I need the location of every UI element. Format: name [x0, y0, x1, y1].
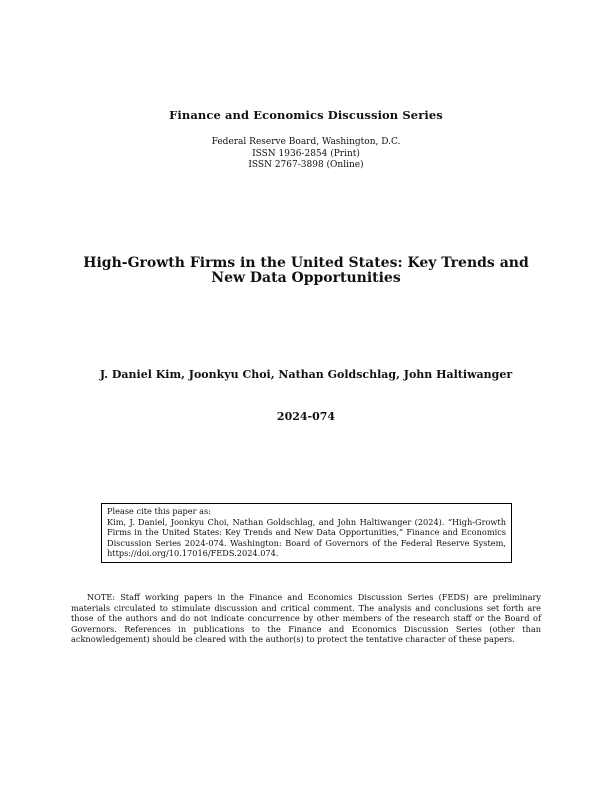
series-title: Finance and Economics Discussion Series [169, 108, 443, 122]
paper-title: High-Growth Firms in the United States: Key Trends and New Data Opportunities [83, 255, 529, 286]
issn-online: ISSN 2767-3898 (Online) [248, 160, 364, 170]
paper-number: 2024-074 [276, 410, 336, 423]
issn-print: ISSN 1936-2854 (Print) [252, 148, 360, 159]
disclaimer-note: NOTE: Staff working papers in the Finance and Economics Discussion Series (FEDS) are preliminary materials circulated to stimulate discussion and critical comment. The analysis and conclusions set forth are those of the authors and do not indicate concurrence by other members of the research staff or the Board of Governors. References in publications to the Finance and Economics Discussion Series (other than acknowledgement) should be cleared with the author(s) to protect the tentative character of these papers. [71, 592, 541, 644]
citation-heading: Please cite this paper as: [107, 506, 211, 516]
publisher-line: Federal Reserve Board, Washington, D.C. [211, 137, 401, 147]
paper-authors: J. Daniel Kim, Joonkyu Choi, Nathan Goldschlag, John Haltiwanger [99, 368, 513, 381]
citation-text: Kim, J. Daniel, Joonkyu Choi, Nathan Goldschlag, and John Haltiwanger (2024). “High-Growth Firms in the United States: Key Trends and New Data Opportunities,” Finance and Economics Discussion Series 2024-074. Washington: Board of Governors of the Federal Reserve System, https://doi.org/10.17016/FEDS.2024.074. [107, 516, 506, 558]
citation-box [101, 503, 512, 563]
series-meta [0, 137, 612, 172]
